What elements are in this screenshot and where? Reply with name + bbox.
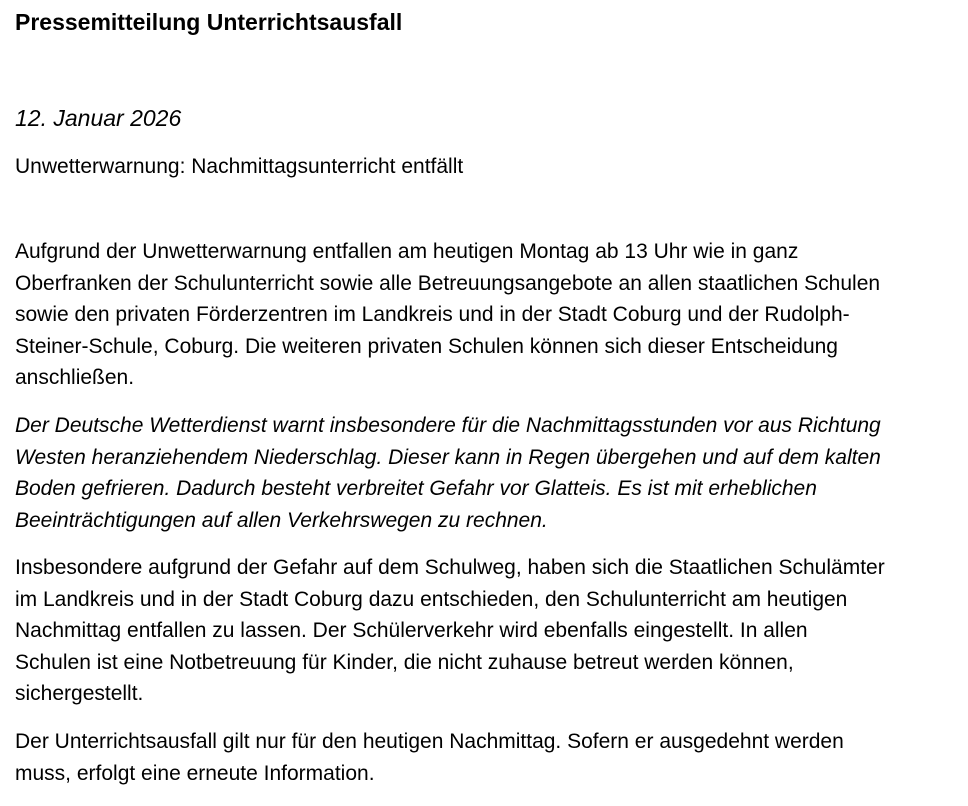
- document-title: Pressemitteilung Unterrichtsausfall: [15, 9, 403, 35]
- paragraph-line: im Landkreis und in der Stadt Coburg dazu entschieden, den Schulunterricht am heutigen: [15, 587, 848, 611]
- paragraph-line: sichergestellt.: [15, 682, 144, 706]
- paragraph-line: Boden gefrieren. Dadurch besteht verbreitet Gefahr vor Glatteis. Es ist mit erheblichen: [15, 477, 817, 501]
- paragraph-line: Westen heranziehendem Niederschlag. Dieser kann in Regen übergehen und auf dem kalten: [15, 445, 881, 469]
- paragraph-weather-warning: [15, 410, 881, 536]
- paragraph-line: Oberfranken der Schulunterricht sowie alle Betreuungsangebote an allen staatlichen Schulen: [15, 271, 881, 295]
- paragraph-line: Steiner-Schule, Coburg. Die weiteren privaten Schulen können sich dieser Entscheidung: [15, 334, 838, 358]
- paragraph-announcement: [15, 236, 880, 394]
- paragraph-school-decision: [15, 552, 885, 710]
- release-date: 12. Januar 2026: [15, 105, 182, 131]
- paragraph-line: Schulen ist eine Notbetreuung für Kinder, die nicht zuhause betreut werden können,: [15, 650, 794, 674]
- paragraph-line: muss, erfolgt eine erneute Information.: [15, 761, 375, 785]
- paragraph-line: Nachmittag entfallen zu lassen. Der Schülerverkehr wird ebenfalls eingestellt. In allen: [15, 619, 808, 643]
- paragraph-line: Der Deutsche Wetterdienst warnt insbesondere für die Nachmittagsstunden vor aus Richtung: [15, 414, 881, 437]
- subject-line: Unwetterwarnung: Nachmittagsunterricht entfällt: [15, 155, 464, 178]
- paragraph-line: Insbesondere aufgrund der Gefahr auf dem Schulweg, haben sich die Staatlichen Schulämter: [15, 556, 885, 579]
- paragraph-line: sowie den privaten Förderzentren im Landkreis und in der Stadt Coburg und der Rudolph-: [15, 303, 850, 327]
- paragraph-line: anschließen.: [15, 366, 135, 390]
- paragraph-line: Aufgrund der Unwetterwarnung entfallen am heutigen Montag ab 13 Uhr wie in ganz: [15, 240, 799, 263]
- paragraph-line: Der Unterrichtsausfall gilt nur für den heutigen Nachmittag. Sofern er ausgedehnt werden: [15, 730, 844, 753]
- paragraph-validity-note: [15, 726, 844, 789]
- paragraph-line: Beeinträchtigungen auf allen Verkehrswegen zu rechnen.: [15, 508, 548, 532]
